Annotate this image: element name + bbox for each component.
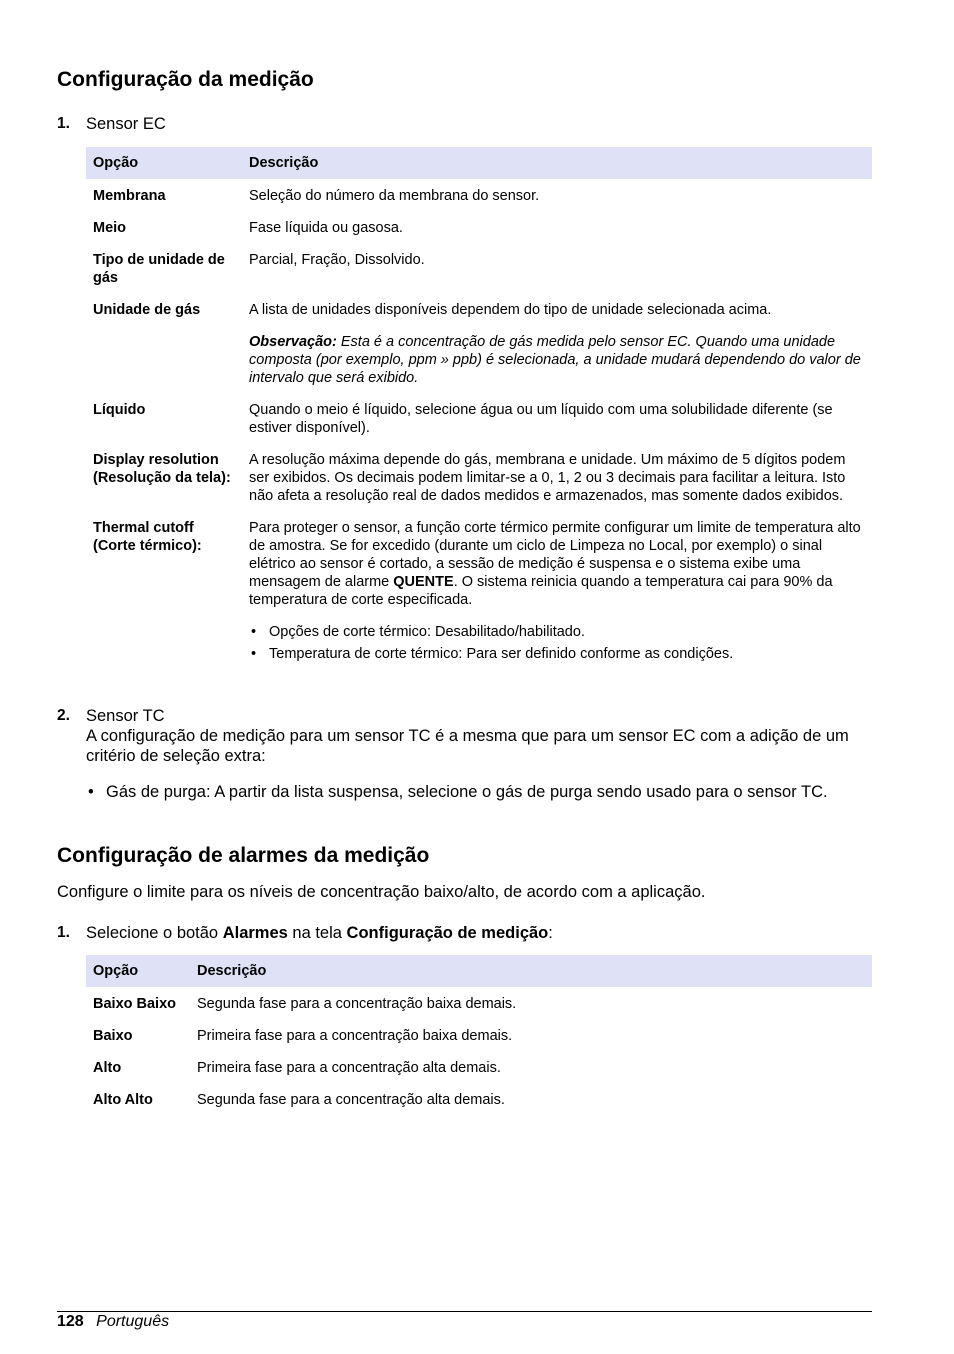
description-cell: Quando o meio é líquido, selecione água ou um líquido com uma solubilidade diferente (se estiver disponível). [249,402,833,436]
step-label: Sensor EC [86,115,166,133]
table-header-row [86,955,872,987]
list-item: • Gás de purga: A partir da lista suspensa, selecione o gás de purga sendo usado para o sensor TC. [86,782,872,802]
option-cell: Unidade de gás [93,302,201,318]
list-item: • Temperatura de corte térmico: Para ser definido conforme as condições. [249,645,865,663]
table-header-row [86,147,872,179]
description-text [249,519,865,609]
description-cell: Primeira fase para a concentração baixa demais. [197,1028,513,1044]
step-text: A configuração de medição para um sensor TC é a mesma que para um sensor EC com a adição de um critério de seleção extra: [86,727,849,765]
note-label: Observação: [249,334,337,350]
header-option: Opção [86,147,242,179]
header-description: Descrição [242,147,872,179]
option-cell: Alto [93,1060,122,1076]
option-cell: Meio [93,220,127,236]
text-part: Selecione o botão [86,924,223,942]
table-row [86,393,872,443]
description-text: A lista de unidades disponíveis dependem do tipo de unidade selecionada acima. [249,302,772,318]
description-cell: Primeira fase para a concentração alta demais. [197,1060,501,1076]
bullet-list [249,623,865,663]
option-cell: Alto Alto [93,1092,153,1108]
table-row [86,179,872,211]
step-text [86,923,553,943]
header-option: Opção [86,955,190,987]
footer-language: Português [96,1313,170,1330]
table-row [86,1083,872,1115]
description-part: Para proteger o sensor, a função corte térmico permite configurar um limite de temperatura alto de amostra. Se for excedido (durante um ciclo de Limpeza no Local, por exemplo) o sinal elétrico ao sensor é cortado, a sessão de medição é suspensa e o sistema exibe uma mensagem de alarme [249,520,861,590]
text-part: na tela [287,924,347,942]
description-cell: Segunda fase para a concentração alta demais. [197,1092,505,1108]
footer-divider [57,1311,872,1312]
table-row [86,1051,872,1083]
note [249,333,865,387]
step-number: 1. [57,924,70,941]
text-part: : [548,924,553,942]
step-2-sensor-tc [57,706,872,802]
option-cell: Display resolution (Resolução da tela): [93,452,231,486]
table-row [86,243,872,293]
table-row [86,443,872,511]
option-cell: Líquido [93,402,146,418]
screen-ref: Configuração de medição [346,924,549,942]
description-cell: Parcial, Fração, Dissolvido. [249,252,425,268]
ec-options-table [86,147,872,673]
section-title-measurement-config: Configuração da medição [57,68,314,91]
footer [57,1313,169,1331]
header-description: Descrição [190,955,872,987]
option-cell: Membrana [93,188,166,204]
list-item: • Opções de corte térmico: Desabilitado/habilitado. [249,623,865,641]
description-cell: A resolução máxima depende do gás, membrana e unidade. Um máximo de 5 dígitos podem ser exibidos. Os decimais podem limitar-se a 0, 1, 2 ou 3 decimais para facilitar a leitura. Isto não afeta a resolução real de dados medidos e armazenados, mas somente dados exibidos. [249,452,846,504]
page-number: 128 [57,1313,84,1330]
description-cell: Seleção do número da membrana do sensor. [249,188,540,204]
note-text: Esta é a concentração de gás medida pelo sensor EC. Quando uma unidade composta (por exemplo, ppm » ppb) é selecionada, a unidade mudará dependendo do valor de intervalo que será exibido. [249,334,861,386]
table-row [86,987,872,1019]
step-number: 2. [57,707,70,724]
table-row [86,511,872,673]
table-row [86,293,872,393]
description-cell: Fase líquida ou gasosa. [249,220,403,236]
step-number: 1. [57,115,70,132]
description-cell: Segunda fase para a concentração baixa demais. [197,996,517,1012]
alarm-options-table [86,955,872,1115]
option-cell: Baixo Baixo [93,996,176,1012]
section-title-alarm-config: Configuração de alarmes da medição [57,844,430,867]
description-cell [242,293,872,393]
alarms-button-ref: Alarmes [222,924,288,942]
description-part: . O sistema reinicia quando a temperatura cai para 90% da temperatura de corte especificada. [249,574,833,608]
alarm-name: QUENTE [393,574,454,590]
option-cell: Baixo [93,1028,133,1044]
step-label: Sensor TC [86,707,165,725]
description-cell [242,511,872,673]
intro-text: Configure o limite para os níveis de concentração baixo/alto, de acordo com a aplicação. [57,883,706,901]
option-cell: Tipo de unidade de gás [93,252,225,286]
option-cell: Thermal cutoff (Corte térmico): [93,520,202,554]
table-row [86,211,872,243]
table-row [86,1019,872,1051]
